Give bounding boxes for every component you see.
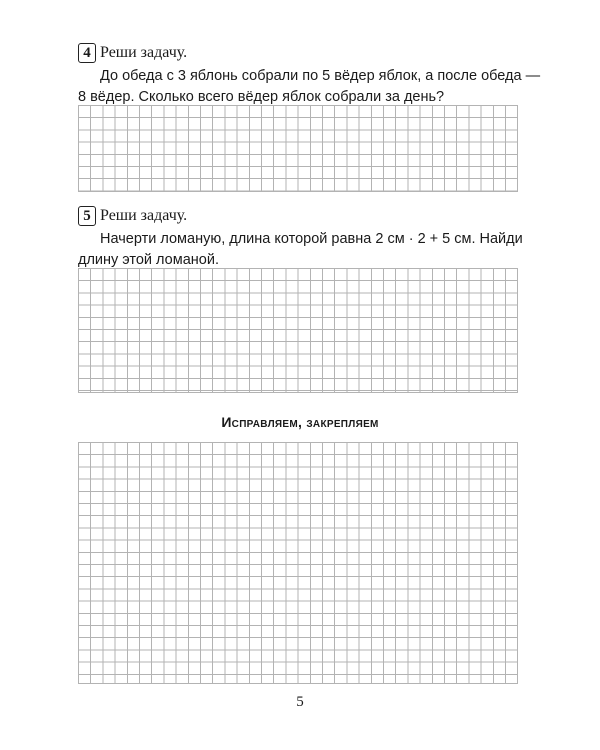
- task-5-text-line-1: Начерти ломаную, длина которой равна 2 см · 2 + 5 см. Найди: [100, 231, 523, 247]
- task-5-text-line-2: длину этой ломаной.: [78, 252, 219, 268]
- task-4-answer-grid[interactable]: [78, 105, 518, 192]
- practice-grid[interactable]: [78, 442, 518, 684]
- task-5-number-badge: 5: [78, 206, 96, 226]
- task-4-text-line-2: 8 вёдер. Сколько всего вёдер яблок собрали за день?: [78, 89, 445, 105]
- section-heading: Исправляем, закрепляем: [221, 414, 379, 430]
- task-5-header: [78, 206, 187, 226]
- task-5-text: [78, 229, 523, 271]
- task-4-title: Реши задачу.: [100, 44, 188, 61]
- task-5-title: Реши задачу.: [100, 207, 188, 224]
- task-4-text: [78, 66, 540, 108]
- task-5-answer-grid[interactable]: [78, 268, 518, 393]
- task-4-number-badge: 4: [78, 43, 96, 63]
- task-4-header: [78, 43, 187, 63]
- page-number: 5: [296, 694, 304, 710]
- task-4-text-line-1: До обеда с 3 яблонь собрали по 5 вёдер яблок, а после обеда —: [100, 68, 541, 84]
